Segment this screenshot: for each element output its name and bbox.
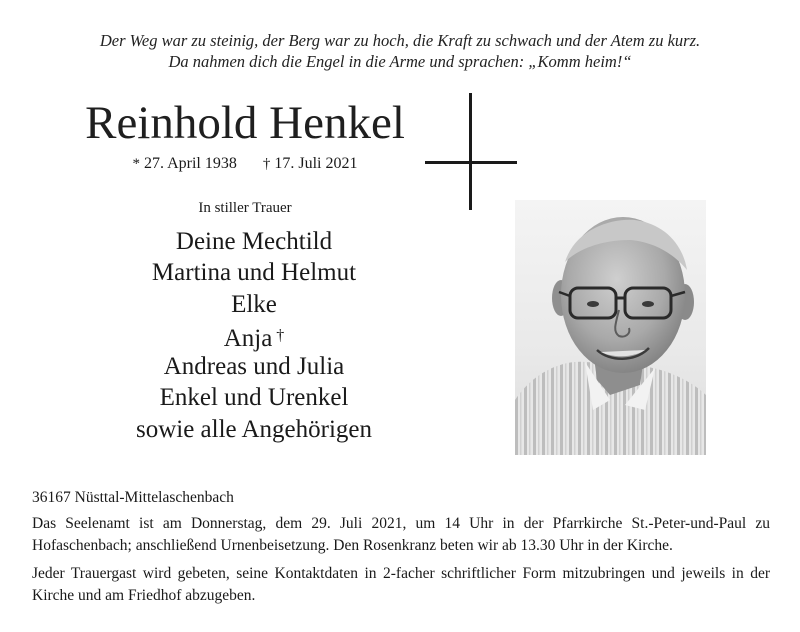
contact-notice: Jeder Trauergast wird gebeten, seine Kontaktdaten in 2-facher schriftlicher Form mitzubringen und jeweils in der Kirche und am Friedhof abzugeben. <box>32 565 770 604</box>
birth-star-icon: * <box>132 156 140 172</box>
mourner-item: Andreas und Julia <box>163 353 345 381</box>
deceased-name: Reinhold Henkel <box>85 97 405 149</box>
life-dates <box>0 154 490 174</box>
birth-date: 27. April 1938 <box>143 155 237 172</box>
deceased-cross-icon: † <box>276 326 285 344</box>
residence: 36167 Nüsttal-Mittelaschenbach <box>32 489 234 506</box>
quote-line-1: Der Weg war zu steinig, der Berg war zu hoch, die Kraft zu schwach und der Atem zu kurz. <box>99 31 701 50</box>
death-cross-icon: † <box>262 156 271 172</box>
mourner-item: Elke <box>231 290 277 318</box>
mourner-item: sowie alle Angehörigen <box>135 415 373 443</box>
mourner-item: Martina und Helmut <box>151 259 357 287</box>
portrait-photo <box>515 200 706 455</box>
mourning-intro: In stiller Trauer <box>198 200 292 216</box>
death-date: 17. Juli 2021 <box>274 155 358 172</box>
mourner-item: Deine Mechtild <box>175 228 333 255</box>
quote-line-2: Da nahmen dich die Engel in die Arme und sprachen: „Komm heim!“ <box>168 52 632 71</box>
cross-icon <box>425 93 517 210</box>
mourner-item: Enkel und Urenkel <box>159 384 349 412</box>
mourner-item: Anja † <box>223 324 285 352</box>
mourner-list <box>0 226 508 445</box>
service-info: Das Seelenamt ist am Donnerstag, dem 29. Juli 2021, um 14 Uhr in der Pfarrkirche St.-Peter-und-Paul zu Hofaschenbach; anschließend Urnenbeisetzung. Den Rosenkranz beten wir ab 13.30 Uhr in der Kirche. <box>32 515 770 554</box>
